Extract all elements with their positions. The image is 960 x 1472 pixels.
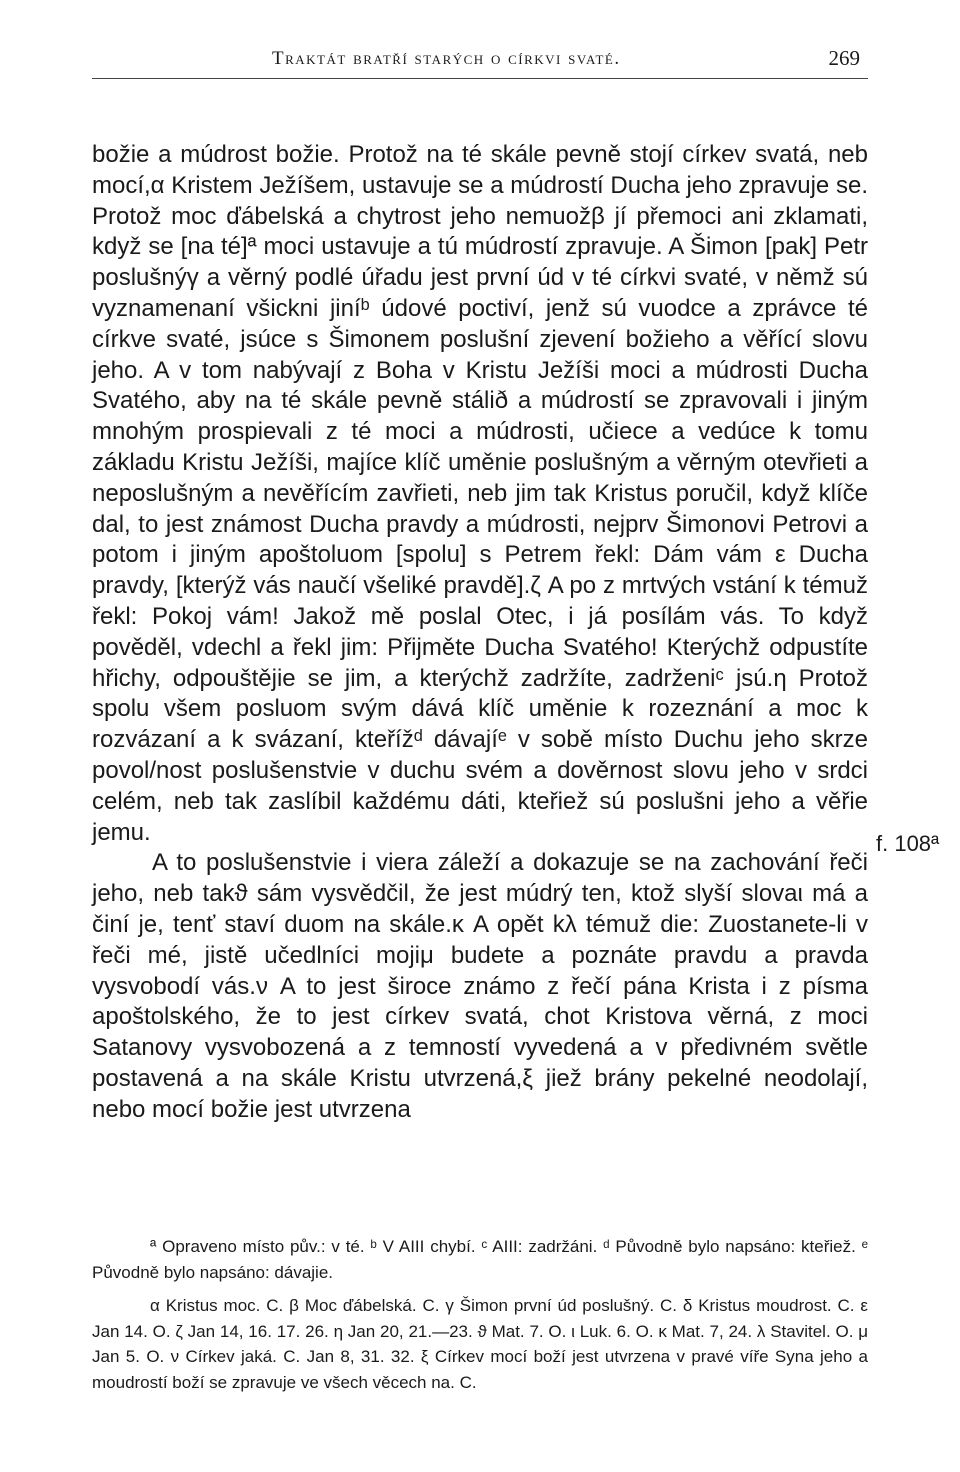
paragraph: božie a múdrost božie. Protož na té skále pevně stojí církev svatá, neb mocí,α Kristem Ježíšem, ustavuje se a múdrostí Ducha jeho zpravuje se. Protož moc ďábelská a chytrost jeho nemuožβ jí přemoci ani zklamati, když se [na té]ª moci ustavuje a tú múdrostí zpravuje. A Šimon [pak] Petr poslušnýγ a věrný podlé úřadu jest první úd v té církvi svaté, v němž sú vyznamenaní všickni jiníᵇ údové poctiví, jenž sú vuodce a zprávce té církve svaté, jsúce s Šimonem poslušní zjevení božieho a věřící slovu jeho. A v tom nabývají z Boha v Kristu Ježíši moci a múdrosti Ducha Svatého, aby na té skále pevně stálið a múdrostí se zpravovali i jiným mnohým prospievali z té moci a múdrosti, učiece a vedúce k tomu základu Kristu Ježíši, majíce klíč uměnie poslušným a věrným otevřieti a neposlušným a nevěřícím zavřieti, neb jim tak Kristus poručil, když klíče dal, to jest známost Ducha pravdy a múdrosti, nejprv Šimonovi Petrovi a potom i jiným apoštoluom [spolu] s Petrem řekl: Dám vám ε Ducha pravdy, [kterýž vás naučí všeliké pravdě].ζ A po z mrtvých vstání k témuž řekl: Pokoj vám! Jakož mě poslal Otec, i já posílám vás. To když pověděl, vdechl a řekl jim: Přijměte Ducha Svatého! Kterýchž odpustíte hřichy, odpouštějie se jim, a kterýchž zadržíte, zadrženiᶜ jsú.η Protož spolu všem posluom svým dává klíč uměnie k rozeznání a moc k rozvázaní a k svázaní, kteřížᵈ dávajíᵉ v sobě místo Duchu jeho skrze povol/nost poslušenstvie v duchu svém a dověrnost slovu jeho v srdci celém, neb tak zaslíbil každému dáti, kteřiež sú poslušni jeho a věřie jemu. xyxy=(92,141,868,846)
header-rule xyxy=(92,78,868,79)
page-number: 269 xyxy=(828,46,860,70)
folio-margin-note: f. 108ª xyxy=(876,831,940,856)
textual-footnotes: ª Opraveno místo pův.: v té. ᵇ V AIII chybí. ᶜ AIII: zadržáni. ᵈ Původně bylo napsáno: kteřiež. ᵉ Původně bylo napsáno: dávajie. xyxy=(92,1237,868,1282)
running-title: Traktát bratří starých o církvi svaté. xyxy=(272,48,621,69)
main-text xyxy=(92,140,868,1126)
source-footnotes: α Kristus moc. C. β Moc ďábelská. C. γ Šimon první úd poslušný. C. δ Kristus moudrost. C. ε Jan 14. O. ζ Jan 14, 16. 17. 26. η Jan 20, 21.—23. ϑ Mat. 7. O. ι Luk. 6. O. κ Mat. 7, 24. λ Stavitel. O. μ Jan 5. O. ν Církev jaká. C. Jan 8, 31. 32. ξ Církev mocí boží jest utvrzena v pravé víře Syna jeho a moudrostí boží se zpravuje ve všech věcech na. C. xyxy=(92,1296,868,1392)
paragraph: A to poslušenstvie i viera záleží a dokazuje se na zachování řeči jeho, neb takϑ sám vysvědčil, že jest múdrý ten, ktož slyší slovaι má a činí je, tenť staví duom na skále.κ A opět kλ témuž die: Zuostanete-li v řeči mé, jistě učedlníci mojiμ budete a poznáte pravdu a pravda vysvobodí vás.ν A to jest široce známo z řečí pána Krista i z písma apoštolského, že to jest církev svatá, chot Kristova věrná, z moci Satanovy vysvobozená a z temností vyvedená a v předivném světle postavená a na skále Kristu utvrzená,ξ jiež brány pekelné neodolají, nebo mocí božie jest utvrzena xyxy=(92,849,868,1123)
footnotes xyxy=(92,1234,868,1395)
running-header xyxy=(92,44,868,74)
